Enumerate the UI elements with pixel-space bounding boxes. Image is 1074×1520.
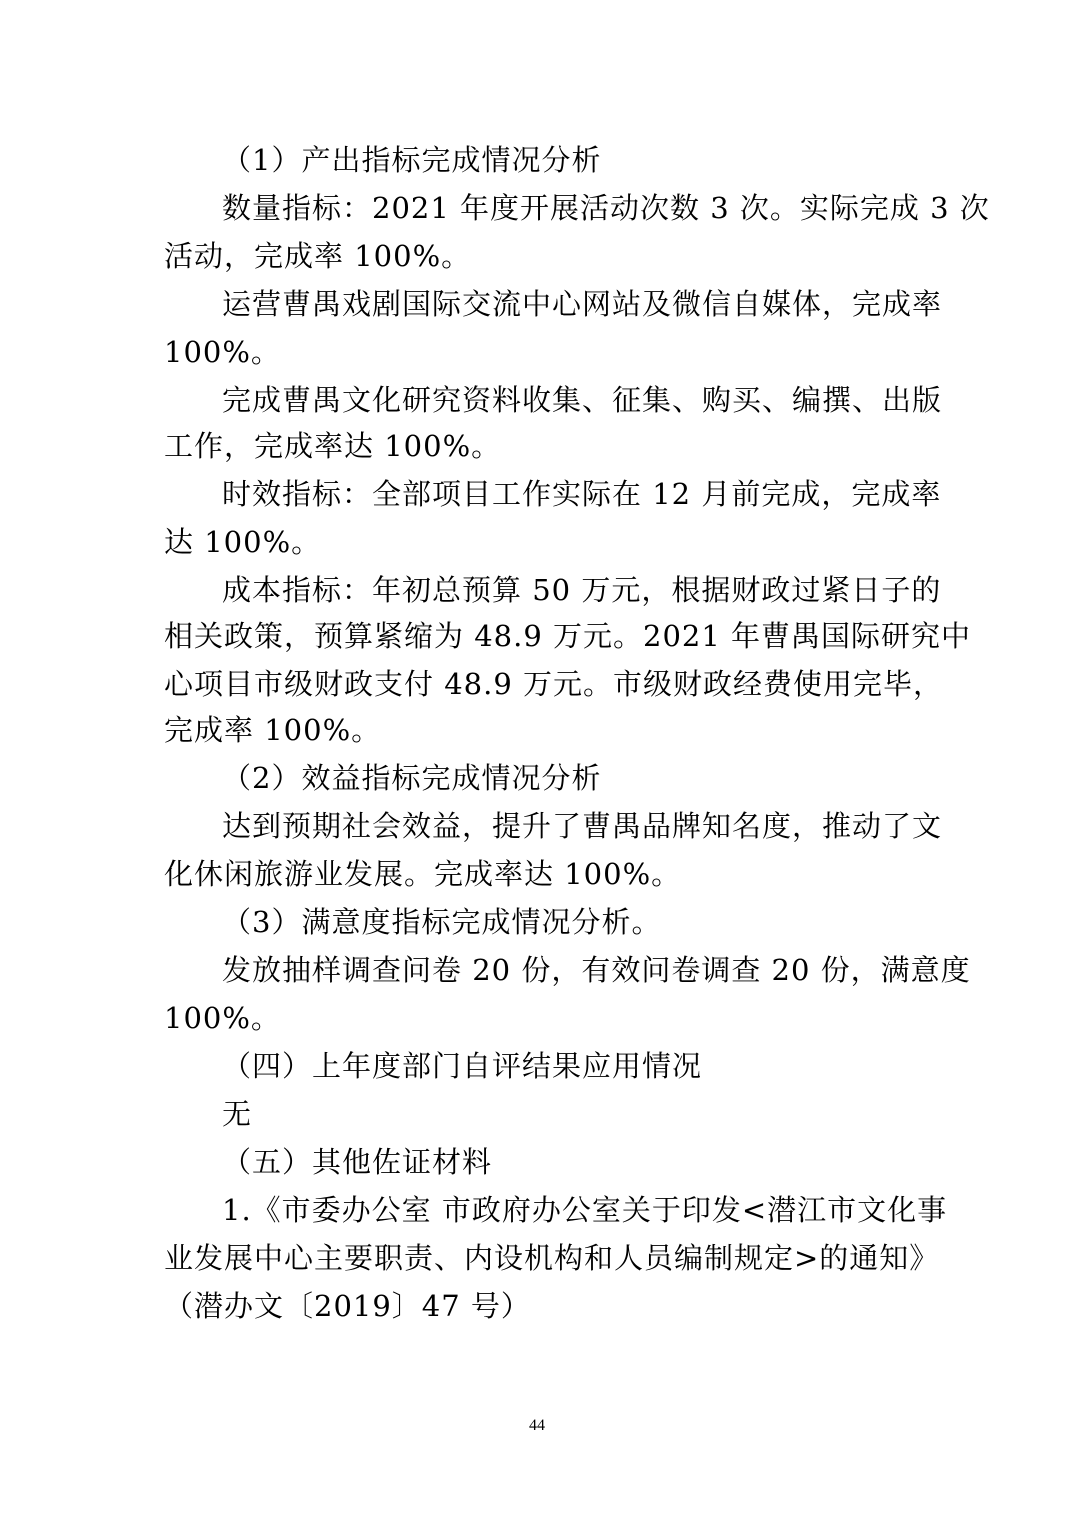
paragraph-line: 100%。 (164, 1001, 281, 1035)
section-heading-4: （四）上年度部门自评结果应用情况 (222, 1049, 703, 1083)
paragraph-line: 无 (222, 1097, 253, 1131)
paragraph-line: 活动，完成率 100%。 (164, 239, 472, 273)
paragraph-line: 相关政策，预算紧缩为 48.9 万元。2021 年曹禺国际研究中 (164, 619, 972, 653)
paragraph-line: 时效指标：全部项目工作实际在 12 月前完成，完成率 (222, 477, 942, 511)
subheading-satisfaction-indicators: （3）满意度指标完成情况分析。 (222, 905, 662, 939)
page-number: 44 (529, 1417, 545, 1434)
paragraph-line: 完成率 100%。 (164, 713, 382, 747)
paragraph-line: 运营曹禺戏剧国际交流中心网站及微信自媒体，完成率 (222, 287, 943, 321)
subheading-benefit-indicators: （2）效益指标完成情况分析 (222, 761, 602, 795)
paragraph-line: 达到预期社会效益，提升了曹禺品牌知名度，推动了文 (222, 809, 943, 843)
paragraph-line: 1.《市委办公室 市政府办公室关于印发<潜江市文化事 (222, 1193, 948, 1227)
section-heading-5: （五）其他佐证材料 (222, 1145, 493, 1179)
paragraph-line: 发放抽样调查问卷 20 份，有效问卷调查 20 份，满意度 (222, 953, 971, 987)
paragraph-line: 心项目市级财政支付 48.9 万元。市级财政经费使用完毕， (164, 667, 944, 701)
paragraph-line: 业发展中心主要职责、内设机构和人员编制规定>的通知》 (164, 1241, 940, 1275)
paragraph-line: 工作，完成率达 100%。 (164, 429, 502, 463)
paragraph-line: 完成曹禺文化研究资料收集、征集、购买、编撰、出版 (222, 383, 943, 417)
paragraph-line: 数量指标：2021 年度开展活动次数 3 次。实际完成 3 次 (222, 191, 990, 225)
paragraph-line: 达 100%。 (164, 525, 322, 559)
subheading-output-indicators: （1）产出指标完成情况分析 (222, 143, 602, 177)
paragraph-line: （潜办文〔2019〕47 号） (164, 1289, 531, 1323)
paragraph-line: 化休闲旅游业发展。完成率达 100%。 (164, 857, 682, 891)
paragraph-line: 成本指标：年初总预算 50 万元，根据财政过紧日子的 (222, 573, 942, 607)
paragraph-line: 100%。 (164, 335, 281, 369)
